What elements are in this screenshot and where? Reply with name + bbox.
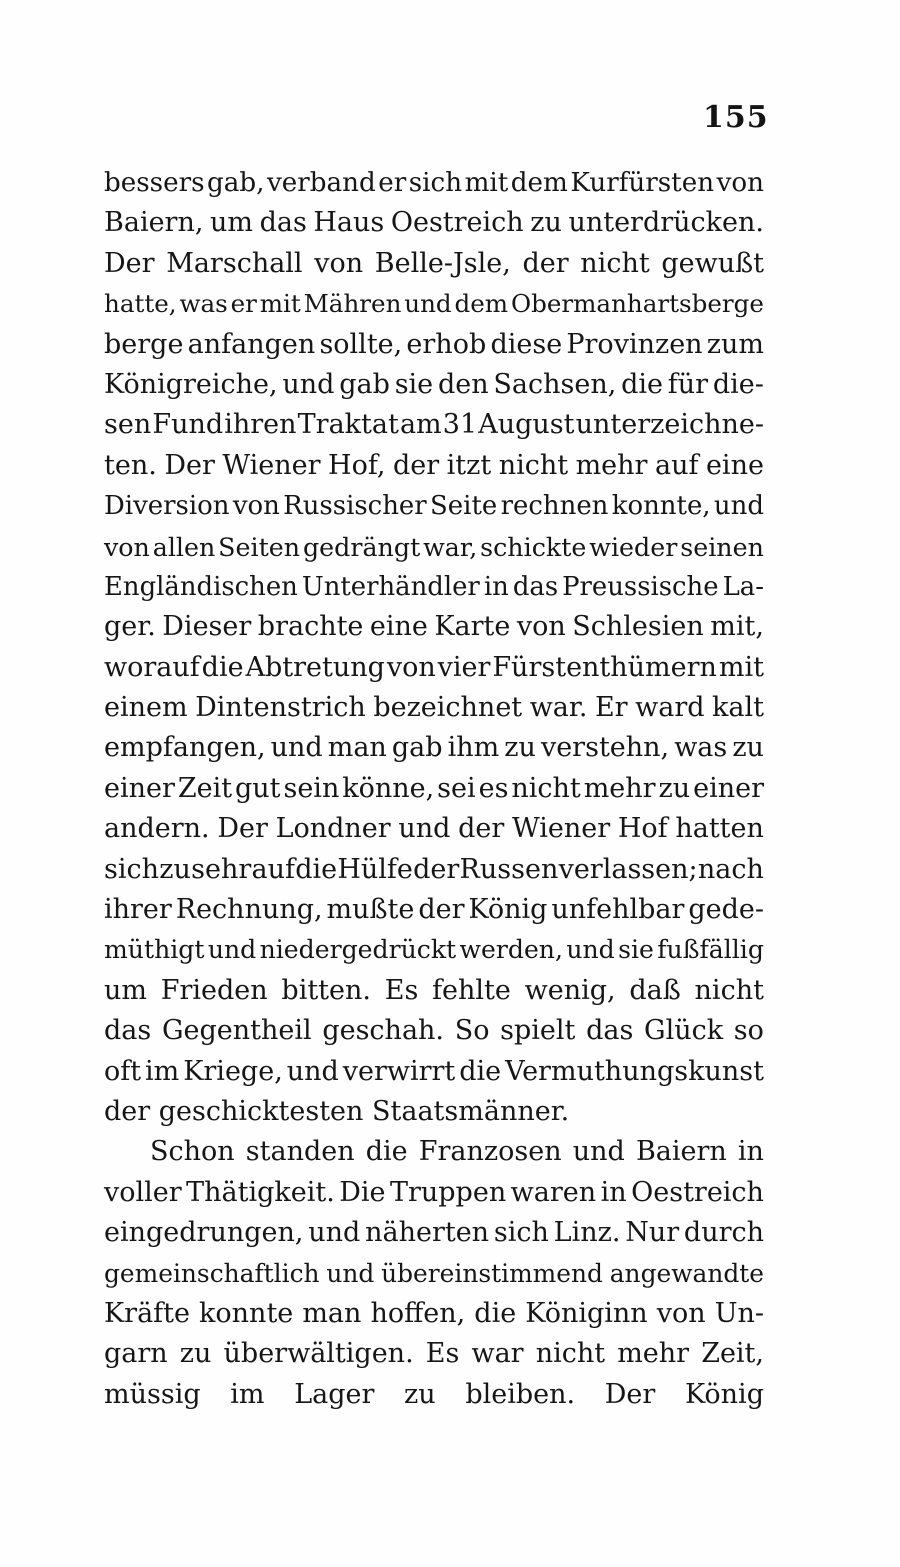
word: man [327, 732, 387, 764]
word: fußfällig [657, 935, 764, 965]
word: Thätigkeit. [186, 1176, 335, 1208]
word: so [733, 1015, 764, 1047]
word: Russen [459, 853, 559, 885]
text-line [104, 1011, 764, 1051]
word: von [104, 531, 150, 562]
word: auf [654, 449, 699, 481]
text-line [104, 1375, 764, 1415]
word: mehr [575, 449, 648, 481]
word: Provinzen [566, 328, 703, 360]
word: zu [159, 853, 191, 885]
word: es [478, 772, 509, 804]
word: das [104, 1015, 152, 1047]
word: niedergedrückt [259, 935, 457, 965]
word: Traktat [297, 409, 399, 441]
word: Haus [313, 207, 385, 239]
text-line [104, 971, 764, 1011]
word: Hof, [328, 449, 386, 481]
text-line [104, 325, 764, 365]
word: nicht [535, 1338, 606, 1370]
word: eine [705, 449, 764, 481]
word: Karte [434, 611, 511, 643]
word: Der [604, 1378, 656, 1410]
word: unfehlbar [551, 894, 685, 926]
word: Mähren [303, 289, 402, 319]
word: Kriege, [183, 1055, 283, 1087]
word: nicht [511, 772, 581, 804]
word: brachte [257, 611, 364, 643]
word: bessers [104, 168, 205, 198]
word: um [210, 207, 253, 239]
word: daß [629, 974, 681, 1006]
word: von [656, 1297, 706, 1329]
word: waren [510, 1176, 597, 1208]
word: man [302, 1297, 362, 1329]
word: 31 [442, 409, 478, 441]
text-line [104, 890, 764, 930]
word: anfangen [187, 328, 316, 360]
word: So [454, 1015, 490, 1047]
word: Rechnung, [175, 894, 323, 926]
word: müthigt [104, 935, 205, 965]
word: werden, [459, 935, 563, 965]
word: und [270, 732, 323, 764]
word: Zeit, [701, 1338, 764, 1370]
word: mehr [617, 1338, 690, 1370]
word: im [230, 1378, 265, 1410]
word: vier [437, 651, 491, 683]
text-line [104, 850, 764, 890]
word: verlassen; [558, 853, 698, 885]
word: itzt [446, 449, 492, 481]
word: Seiten [218, 531, 301, 562]
text-line [104, 769, 764, 809]
word: kalt [712, 692, 764, 724]
word: Glück [644, 1015, 724, 1047]
word: von [516, 611, 566, 643]
word: von [314, 247, 364, 279]
word: berge [104, 328, 184, 360]
word: von [716, 168, 764, 198]
page-number: 155 [703, 100, 769, 135]
word: den [437, 368, 489, 400]
word: zu [530, 207, 562, 239]
word: spielt [500, 1015, 576, 1047]
word: wenig, [524, 974, 616, 1006]
word: zu [179, 1338, 212, 1370]
text-line [104, 446, 764, 486]
word: Es [425, 1338, 460, 1370]
word: Dintenstrich [195, 692, 366, 724]
word: in [600, 1176, 627, 1208]
text-line [104, 1254, 764, 1294]
word: mit [259, 289, 301, 319]
word: Er [594, 692, 628, 724]
text-line [104, 688, 764, 728]
word: mit [718, 651, 764, 683]
word: Oestreich [390, 207, 524, 239]
word: Der [104, 247, 155, 279]
word: worauf [104, 651, 200, 683]
word: schickte [480, 531, 587, 562]
word: der [418, 894, 465, 926]
word: für [667, 368, 709, 400]
word: Un- [714, 1297, 764, 1329]
word: die [201, 651, 244, 683]
word: ger. [104, 611, 156, 643]
word: bezeichnet [373, 692, 523, 724]
word: in [737, 1136, 764, 1168]
text-line [104, 1132, 764, 1172]
word: fehlte [432, 974, 511, 1006]
text-line [104, 527, 764, 567]
word: Zeit [177, 772, 233, 804]
word: was [179, 289, 228, 319]
word: sich [104, 853, 160, 885]
word: könne, [342, 772, 435, 804]
word: Truppen [389, 1176, 507, 1208]
word: das [259, 207, 307, 239]
word: gemeinschaftlich [104, 1258, 320, 1288]
word: gewußt [661, 247, 764, 279]
word: Wiener [222, 449, 321, 481]
text-line [104, 365, 764, 405]
word: der [392, 449, 440, 481]
word: empfangen, [104, 732, 266, 764]
word: allen [152, 531, 216, 562]
word: am [399, 409, 442, 441]
word: und [207, 935, 257, 965]
word: gab, [207, 168, 265, 198]
word: dem [510, 168, 568, 198]
text-line [104, 1294, 764, 1334]
word: mit [464, 168, 509, 198]
word: und [572, 1136, 625, 1168]
word: zum [706, 328, 764, 360]
word: durch [683, 1217, 764, 1249]
word: hoffen, [370, 1297, 466, 1329]
word: sie [394, 368, 434, 400]
word: dem [454, 289, 509, 319]
word: zu [658, 772, 691, 804]
word: Seite [430, 491, 498, 522]
word: Baiern, [104, 207, 204, 239]
word: der [104, 1095, 159, 1127]
word: hatten [675, 813, 764, 845]
word: war. [529, 692, 588, 724]
word: der [458, 813, 505, 845]
word: hatte, [104, 289, 177, 319]
word: der [413, 853, 460, 885]
word: Der [164, 449, 215, 481]
word: und [282, 368, 335, 400]
text-line [104, 1334, 764, 1374]
word: August [478, 409, 575, 441]
word: Staatsmänner. [372, 1095, 570, 1127]
word: nach [697, 853, 764, 885]
word: Baiern [635, 1136, 727, 1168]
word: Russischer [283, 491, 427, 522]
word: näherten [365, 1217, 490, 1249]
word: nicht [694, 974, 764, 1006]
word: und [404, 289, 452, 319]
word: Diversion [104, 491, 230, 522]
word: Oestreich [631, 1176, 764, 1208]
word: ten. [104, 449, 157, 481]
word: und [286, 1055, 339, 1087]
word: in [483, 571, 509, 602]
text-line [104, 244, 764, 284]
word: um [104, 974, 147, 1006]
text-line [104, 163, 764, 203]
word: die [365, 1136, 408, 1168]
word: sollte, [319, 328, 403, 360]
word: die- [712, 368, 764, 400]
word: König [684, 1378, 764, 1410]
word: gab [391, 732, 443, 764]
word: Abtretung [245, 651, 385, 683]
word: sich [408, 168, 463, 198]
word: die [474, 1297, 517, 1329]
word: erhob [406, 328, 487, 360]
word: er [230, 289, 257, 319]
word: sich [493, 1217, 549, 1249]
word: auf [251, 853, 295, 885]
word: geschicktesten [158, 1095, 372, 1127]
word: nicht [498, 449, 569, 481]
word: Preussische [562, 571, 719, 602]
word: Frieden [160, 974, 268, 1006]
word: im [145, 1055, 180, 1087]
word: Fund [152, 409, 224, 441]
word: Wiener [512, 813, 611, 845]
word: Linz. [553, 1217, 621, 1249]
text-line [104, 930, 764, 970]
word: sie [618, 935, 654, 965]
word: unterzeichne- [575, 409, 764, 441]
text-line [104, 809, 764, 849]
word: Gegentheil [161, 1015, 312, 1047]
word: und [398, 813, 451, 845]
word: andern. [104, 813, 210, 845]
word: zu [404, 1378, 436, 1410]
word: mehr [583, 772, 656, 804]
word: übereinstimmend [381, 1258, 603, 1288]
text-line [104, 203, 764, 243]
word: sein [283, 772, 340, 804]
text-line [104, 1092, 764, 1132]
word: von [232, 491, 280, 522]
word: eine [369, 611, 428, 643]
word: standen [245, 1136, 355, 1168]
body-text [104, 163, 764, 1415]
word: Hof [617, 813, 668, 845]
text-line [104, 405, 764, 445]
word: geschah. [322, 1015, 445, 1047]
word: Der [217, 813, 268, 845]
word: Die [339, 1176, 386, 1208]
word: eingedrungen, [104, 1217, 304, 1249]
word: sen [104, 409, 152, 441]
word: wieder [589, 531, 678, 562]
word: verband [266, 168, 376, 198]
word: konnte, [611, 491, 711, 522]
word: war, [423, 531, 478, 562]
word: Londner [275, 813, 391, 845]
text-line [104, 1173, 764, 1213]
word: Engländischen [104, 571, 298, 602]
text-line [104, 284, 764, 324]
text-line [104, 607, 764, 647]
word: und [713, 491, 764, 522]
word: Sachsen, [493, 368, 617, 400]
word: einem [104, 692, 188, 724]
word: Kräfte [104, 1297, 190, 1329]
word: oft [104, 1055, 142, 1087]
word: seinen [680, 531, 764, 562]
word: die [621, 368, 663, 400]
word: Königinn [525, 1297, 648, 1329]
word: diese [490, 328, 563, 360]
word: mit, [710, 611, 764, 643]
word: konnte [199, 1297, 294, 1329]
word: einer [693, 772, 764, 804]
word: zu [504, 732, 536, 764]
text-line [104, 728, 764, 768]
word: und [566, 935, 615, 965]
text-line [104, 486, 764, 526]
word: Fürstenthümern [492, 651, 717, 683]
word: Belle-Jsle, [374, 247, 511, 279]
word: Marschall [166, 247, 303, 279]
word: La- [722, 571, 764, 602]
word: zu [732, 732, 764, 764]
word: das [512, 571, 559, 602]
word: garn [104, 1338, 168, 1370]
word: müssig [104, 1378, 201, 1410]
word: war [471, 1338, 524, 1370]
word: Schon [150, 1136, 235, 1168]
word: unterdrücken. [568, 207, 764, 239]
word: Vermuthungskunst [505, 1055, 764, 1087]
word: und [326, 1258, 375, 1288]
word: gab [339, 368, 390, 400]
word: sei [437, 772, 476, 804]
word: die [295, 853, 338, 885]
word: ihrer [104, 894, 172, 926]
word: die [459, 1055, 502, 1087]
text-line [104, 1052, 764, 1092]
word: angewandte [609, 1258, 764, 1288]
word: mußte [326, 894, 415, 926]
word: was [674, 732, 728, 764]
word: sehr [191, 853, 252, 885]
word: Unterhändler [301, 571, 480, 602]
text-line [104, 567, 764, 607]
word: König [468, 894, 548, 926]
word: Franzosen [418, 1136, 562, 1168]
word: gut [235, 772, 281, 804]
word: Nur [625, 1217, 680, 1249]
word: ihren [224, 409, 297, 441]
word: nicht [580, 247, 650, 279]
word: ihm [447, 732, 500, 764]
word: Es [384, 974, 419, 1006]
word: Lager [294, 1378, 375, 1410]
word: Hülfe [337, 853, 413, 885]
word: verwirrt [342, 1055, 456, 1087]
word: Königreiche, [104, 368, 278, 400]
word: Obermanhartsberge [510, 289, 764, 319]
text-line [104, 648, 764, 688]
word: rechnen [500, 491, 609, 522]
text-line [104, 1213, 764, 1253]
word: er [378, 168, 407, 198]
word: Kurfürsten [570, 168, 715, 198]
word: Dieser [162, 611, 252, 643]
word: voller [104, 1176, 182, 1208]
word: Schlesien [572, 611, 704, 643]
word: der [522, 247, 569, 279]
word: verstehn, [540, 732, 670, 764]
word: einer [104, 772, 175, 804]
word: von [386, 651, 436, 683]
word: das [586, 1015, 634, 1047]
word: ward [635, 692, 705, 724]
word: bleiben. [465, 1378, 576, 1410]
word: gedrängt [302, 531, 421, 562]
word: überwältigen. [223, 1338, 414, 1370]
word: bitten. [281, 974, 371, 1006]
word: gede- [688, 894, 764, 926]
word: und [308, 1217, 361, 1249]
